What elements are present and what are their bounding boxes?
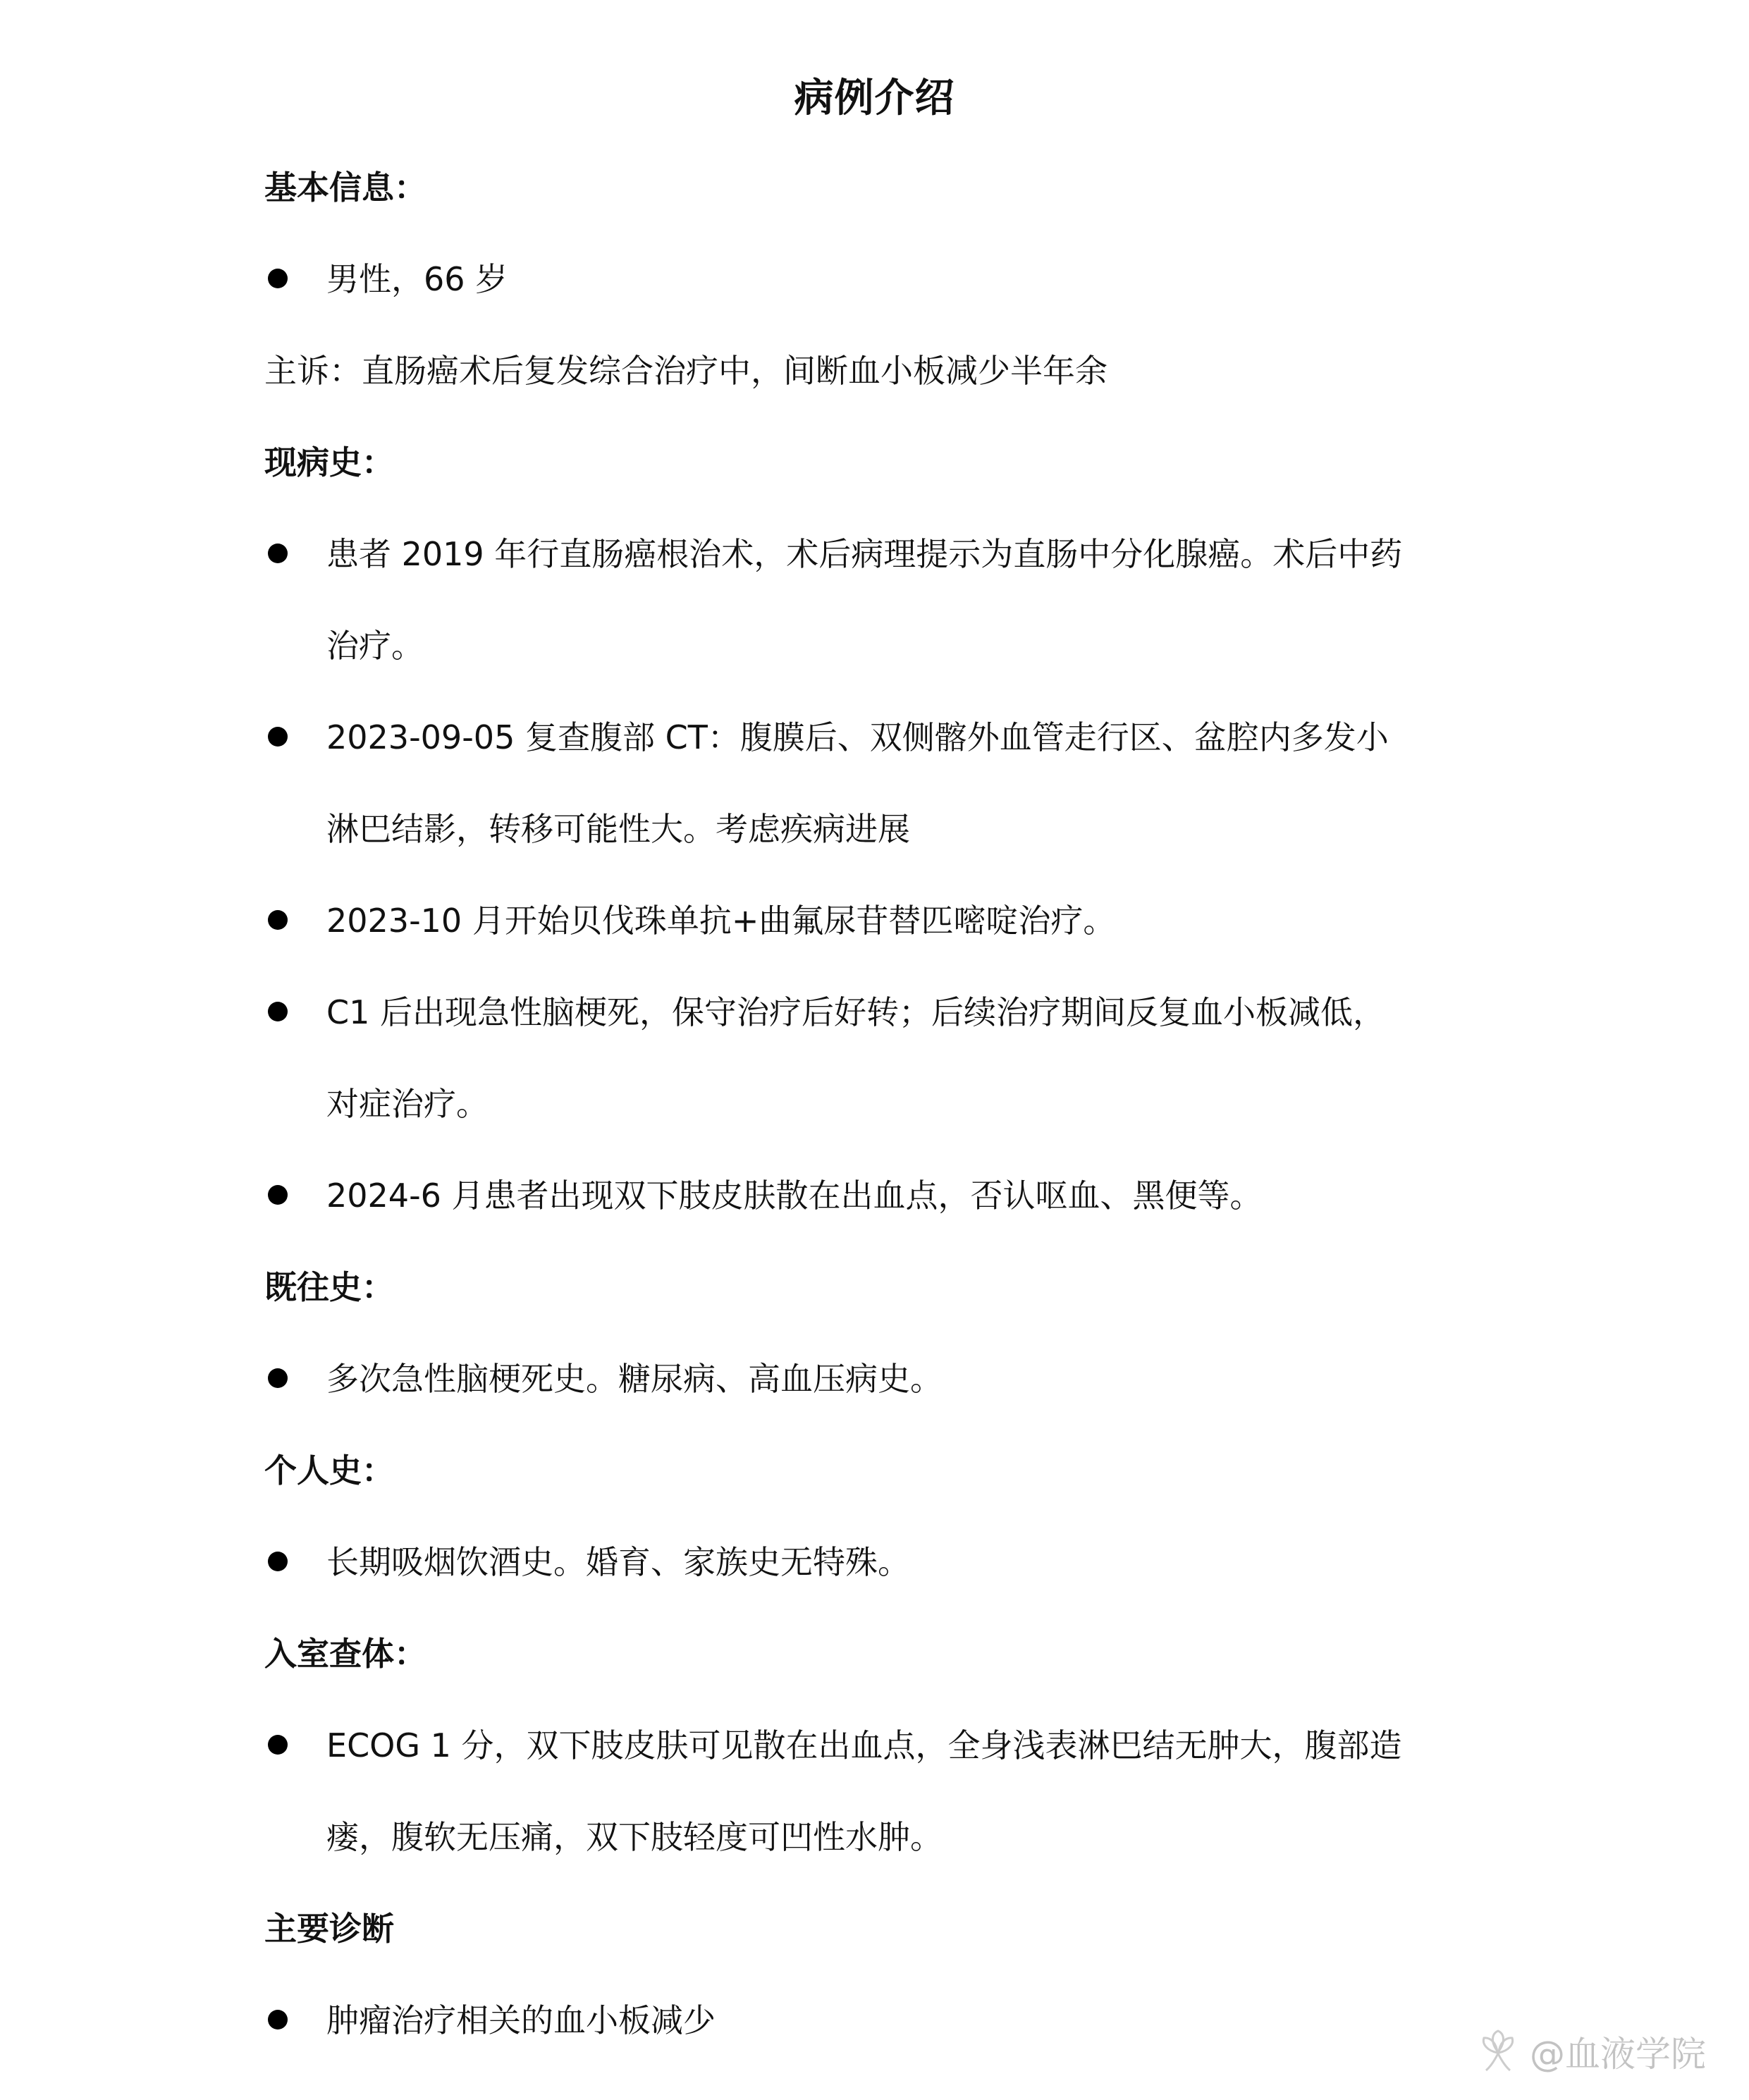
page-title: 病例介绍 [794,75,955,121]
section-heading: 基本信息： [264,168,426,207]
flower-logo-icon [1473,2027,1523,2076]
section-heading: 现病史： [264,443,394,481]
bullet-list-item [264,508,1505,692]
bullet-dot-icon [268,544,288,563]
bullet-dot-icon [268,2010,288,2030]
bullet-dot-icon [268,1552,288,1571]
bullet-list-item [264,966,1505,1150]
watermark-text: @血液学院 [1530,2034,1706,2075]
bullet-text-line: 肿瘤治疗相关的血小板减少 [326,2001,716,2039]
section-heading: 入室查体： [264,1635,426,1673]
bullet-list-item [264,1150,1505,1241]
bullet-text-line: 长期吸烟饮酒史。婚育、家族史无特殊。 [326,1543,910,1581]
bullet-text-line: 淋巴结影，转移可能性大。考虑疾病进展 [326,810,910,848]
bullet-text-line: 2023-10 月开始贝伐珠单抗+曲氟尿苷替匹嘧啶治疗。 [326,902,1116,940]
bullet-dot-icon [268,910,288,930]
document-body [264,152,1505,2077]
bullet-dot-icon [268,1368,288,1388]
section-heading: 既往史： [264,1268,394,1306]
bullet-dot-icon [268,269,288,288]
bullet-list-item [264,1333,1505,1425]
bullet-list-item [264,1975,1505,2066]
bullet-list-item [264,1516,1505,1608]
bullet-text-line: 2024-6 月患者出现双下肢皮肤散在出血点，否认呕血、黑便等。 [326,1177,1263,1215]
bullet-dot-icon [268,727,288,747]
section-heading: 主要诊断 [264,1910,394,1948]
bullet-list-item [264,875,1505,966]
bullet-list-item [264,692,1505,875]
bullet-text-line: 2023-09-05 复查腹部 CT：腹膜后、双侧髂外血管走行区、盆腔内多发小 [326,718,1389,756]
bullet-text-line: 治疗。 [326,627,424,665]
bullet-dot-icon [268,1735,288,1755]
bullet-text-line: ECOG 1 分，双下肢皮肤可见散在出血点，全身浅表淋巴结无肿大，腹部造 [326,1726,1402,1764]
bullet-text-line: 多次急性脑梗死史。糖尿病、高血压病史。 [326,1360,943,1398]
bullet-dot-icon [268,1185,288,1205]
bullet-text-line: 瘘，腹软无压痛，双下肢轻度可凹性水肿。 [326,1818,943,1856]
section-heading: 个人史： [264,1451,394,1490]
bullet-text-line: C1 后出现急性脑梗死，保守治疗后好转；后续治疗期间反复血小板减低， [326,993,1386,1031]
chief-complaint-line: 主诉：直肠癌术后复发综合治疗中，间断血小板减少半年余 [264,352,1107,390]
bullet-text-line: 男性，66 岁 [326,260,508,298]
watermark [1473,2020,1706,2083]
bullet-list-item [264,233,1505,325]
bullet-text-line: 患者 2019 年行直肠癌根治术，术后病理提示为直肠中分化腺癌。术后中药 [326,535,1403,573]
bullet-dot-icon [268,1002,288,1021]
bullet-text-line: 对症治疗。 [326,1085,489,1123]
bullet-list-item [264,1700,1505,1883]
